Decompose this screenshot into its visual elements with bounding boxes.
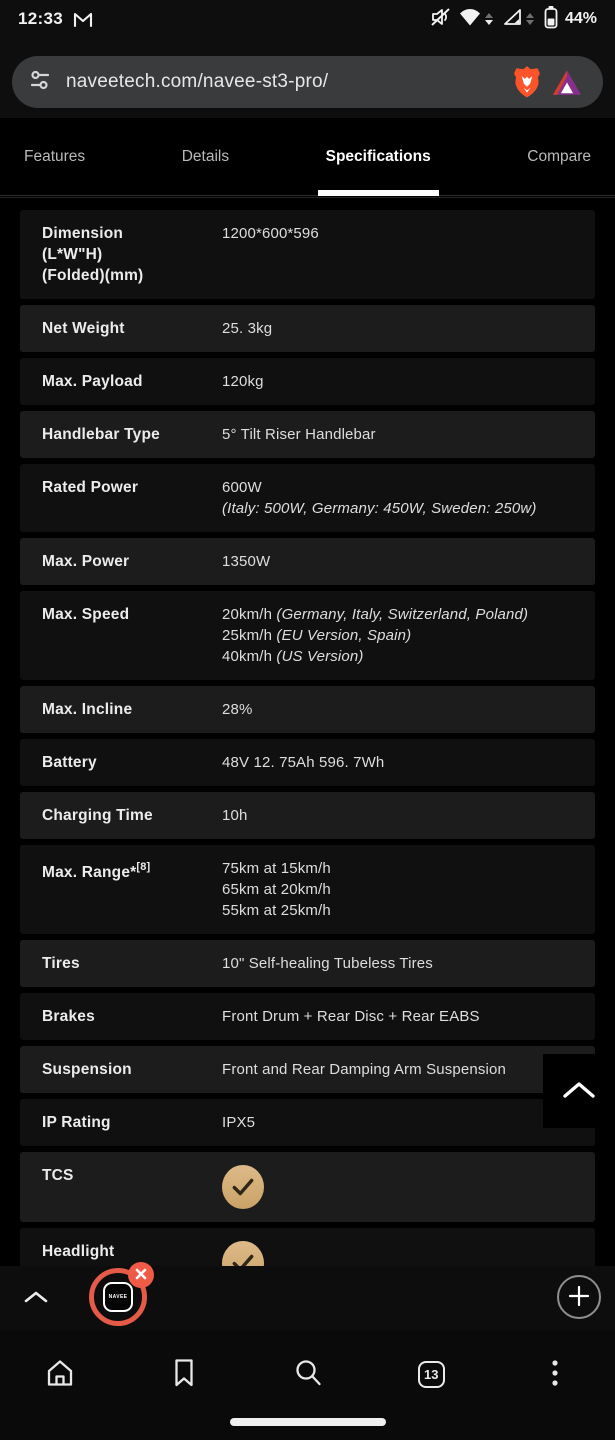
brave-rewards-bat-icon[interactable] [547,62,587,102]
spec-value: 5° Tilt Riser Handlebar [222,426,376,443]
spec-label: Brakes [42,1008,95,1025]
menu-button[interactable] [533,1352,577,1396]
spec-row [20,993,595,1040]
spec-value [222,1241,575,1266]
wifi-activity-arrows [485,13,493,25]
status-bar [0,0,615,38]
spec-label: Max. Speed [42,606,130,623]
status-right-cluster [430,5,597,34]
spec-value: Front and Rear Damping Arm Suspension [222,1061,507,1078]
spec-row [20,739,595,786]
spec-value: 48V 12. 75Ah 596. 7Wh [222,754,385,771]
spec-label: Headlight [42,1243,115,1260]
home-icon [44,1358,76,1391]
spec-value [222,1165,575,1209]
tab-compare[interactable]: Compare [525,118,593,195]
battery-icon [544,5,558,34]
volume-muted-icon [430,7,452,32]
spec-row [20,411,595,458]
floating-bubble-bar [0,1266,615,1330]
bookmarks-button[interactable] [162,1352,206,1396]
navee-logo-text: NAVEE [108,1294,128,1300]
spec-label: Net Weight [42,320,125,337]
site-bubble[interactable] [89,1268,147,1326]
battery-percent: 44% [564,10,597,27]
spec-value: 1200*600*596 [222,225,319,242]
spec-row [20,845,595,934]
cell-activity-arrows [526,13,534,25]
spec-row [20,1099,595,1146]
collapse-bar-button[interactable] [20,1286,52,1310]
spec-value: 10" Self-healing Tubeless Tires [222,955,433,972]
gesture-pill[interactable] [230,1418,386,1426]
spec-row [20,940,595,987]
spec-row [20,210,595,299]
bubble-close-button[interactable] [128,1262,154,1288]
check-icon [222,1241,264,1266]
spec-row [20,686,595,733]
tab-switcher-button[interactable] [409,1352,453,1396]
tab-count-badge: 13 [418,1361,445,1388]
spec-value: 1350W [222,553,271,570]
home-button[interactable] [38,1352,82,1396]
spec-value: 28% [222,701,253,718]
tab-specifications[interactable]: Specifications [324,118,433,195]
spec-value: 10h [222,807,248,824]
tab-details[interactable]: Details [180,118,231,195]
spec-label: IP Rating [42,1114,111,1131]
search-icon [293,1358,323,1391]
spec-row [20,305,595,352]
spec-label: Suspension [42,1061,132,1078]
cell-signal-icon [502,8,522,31]
url-bar[interactable] [12,56,603,108]
spec-value: 20km/h (Germany, Italy, Switzerland, Poland) 25km/h (EU Version, Spain) 40km/h (US Version) [222,606,529,665]
spec-label: Rated Power [42,479,139,496]
spec-label: Dimension (L*W"H) (Folded)(mm) [42,225,144,284]
chevron-up-icon [561,1080,597,1103]
status-time: 12:33 [18,9,63,28]
spec-value: 25. 3kg [222,320,273,337]
spec-label: Battery [42,754,97,771]
browser-chrome-top [0,38,615,118]
search-button[interactable] [286,1352,330,1396]
spec-value: Front Drum + Rear Disc + Rear EABS [222,1008,480,1025]
add-button[interactable] [557,1275,601,1319]
spec-label: TCS [42,1167,74,1184]
three-dot-menu-icon [551,1358,559,1391]
wifi-icon [459,8,481,31]
spec-row [20,1228,595,1266]
spec-value: 120kg [222,373,264,390]
bookmark-icon [172,1358,196,1391]
site-settings-icon[interactable] [28,68,52,97]
spec-row [20,591,595,680]
brave-shields-icon[interactable] [507,62,547,102]
spec-label: Tires [42,955,80,972]
check-icon [222,1165,264,1209]
spec-label: Handlebar Type [42,426,160,443]
spec-table [20,210,595,1266]
spec-value: IPX5 [222,1114,256,1131]
spec-label: Max. Incline [42,701,133,718]
specs-content [0,197,615,1266]
spec-value: 600W (Italy: 500W, Germany: 450W, Sweden: 250w) [222,479,537,517]
spec-row [20,1046,595,1093]
gmail-notification-icon [73,11,93,28]
navee-logo [103,1282,133,1312]
spec-label: Max. Payload [42,373,143,390]
spec-value: 75km at 15km/h 65km at 20km/h 55km at 25km/h [222,860,331,919]
spec-row [20,358,595,405]
page-tab-bar [0,118,615,196]
spec-label: Charging Time [42,807,153,824]
chevron-up-small-icon [22,1293,50,1308]
close-icon [134,1267,148,1284]
tab-features[interactable]: Features [22,118,87,195]
url-text[interactable]: naveetech.com/navee-st3-pro/ [66,71,329,92]
spec-row [20,1152,595,1222]
spec-row [20,464,595,532]
scroll-to-top-button[interactable] [543,1054,615,1128]
plus-icon [567,1284,591,1311]
spec-row [20,792,595,839]
spec-row [20,538,595,585]
spec-label: Max. Range*[8] [42,861,151,882]
spec-label: Max. Power [42,553,130,570]
